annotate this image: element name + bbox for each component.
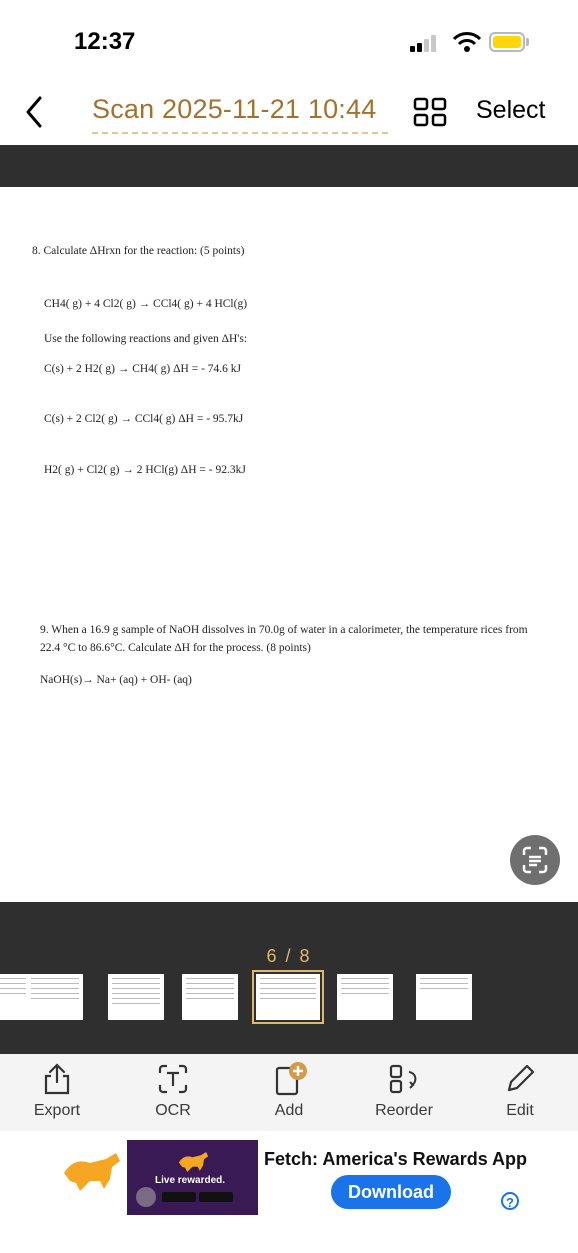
cellular-signal-icon <box>410 34 440 52</box>
scanned-page <box>0 187 578 902</box>
grid-view-icon[interactable] <box>413 97 447 127</box>
reorder-label: Reorder <box>375 1102 433 1119</box>
page-thumbnail-4[interactable] <box>27 974 83 1020</box>
app-store-badge <box>162 1192 196 1202</box>
wifi-icon <box>452 31 482 53</box>
pencil-icon <box>503 1062 537 1096</box>
instruction-text: Use the following reactions and given ΔH's: <box>44 333 248 345</box>
reaction-3: H2( g) + Cl2( g) → 2 HCl(g) ΔH = - 92.3kJ <box>44 464 246 476</box>
ocr-button[interactable] <box>133 1062 213 1120</box>
reorder-icon <box>386 1062 422 1096</box>
google-play-badge <box>199 1192 233 1202</box>
video-dog-icon <box>176 1151 210 1178</box>
mute-icon[interactable] <box>136 1187 156 1207</box>
edit-label: Edit <box>506 1102 534 1119</box>
question-9-line-1: 9. When a 16.9 g sample of NaOH dissolves in 70.0g of water in a calorimeter, the temperature rices from <box>40 624 528 636</box>
share-icon <box>42 1062 72 1096</box>
page-thumbnail-7[interactable] <box>337 974 393 1020</box>
top-dark-strip <box>0 145 578 187</box>
back-chevron-icon[interactable] <box>22 92 48 132</box>
title-dashed-underline <box>92 132 388 134</box>
battery-tip <box>526 38 529 46</box>
target-reaction: CH4( g) + 4 Cl2( g) → CCl4( g) + 4 HCl(g) <box>44 298 248 310</box>
reaction-2: C(s) + 2 Cl2( g) → CCl4( g) ΔH = - 95.7kJ <box>44 413 244 425</box>
page-thumbnail-8[interactable] <box>416 974 472 1020</box>
ad-help-icon[interactable]: ? <box>501 1192 519 1210</box>
add-button[interactable] <box>249 1062 329 1120</box>
page-thumbnail-5b[interactable] <box>182 974 238 1020</box>
dissolution-reaction: NaOH(s)→ Na+ (aq) + OH- (aq) <box>40 674 192 686</box>
page-counter: 6 / 8 <box>266 946 312 966</box>
question-8-heading: 8. Calculate ΔHrxn for the reaction: (5 points) <box>32 245 245 257</box>
reaction-1: C(s) + 2 H2( g) → CH4( g) ΔH = - 74.6 kJ <box>44 363 242 375</box>
battery-icon <box>489 32 525 52</box>
reorder-button[interactable] <box>364 1062 444 1120</box>
page-thumbnail-3[interactable] <box>0 974 30 1020</box>
dog-logo-icon <box>60 1151 122 1198</box>
page-thumbnail-5[interactable] <box>108 974 164 1020</box>
select-button[interactable]: Select <box>476 96 546 124</box>
ad-download-button[interactable]: Download <box>331 1175 451 1209</box>
export-button[interactable] <box>17 1062 97 1120</box>
ad-video-text: Live rewarded. <box>155 1175 226 1186</box>
question-9-line-2: 22.4 °C to 86.6°C. Calculate ΔH for the process. (8 points) <box>40 642 311 654</box>
export-label: Export <box>33 1102 81 1119</box>
add-page-icon <box>269 1062 309 1096</box>
document-title[interactable]: Scan 2025-11-21 10:44 <box>92 94 377 124</box>
ocr-label: OCR <box>155 1102 191 1119</box>
page-thumbnail-6-selected[interactable] <box>256 974 320 1020</box>
text-recognition-icon <box>156 1062 190 1096</box>
ad-title: Fetch: America's Rewards App <box>264 1149 528 1169</box>
edit-button[interactable] <box>480 1062 560 1120</box>
add-label: Add <box>274 1102 304 1119</box>
text-scan-button[interactable] <box>510 835 560 885</box>
status-time: 12:37 <box>74 28 136 55</box>
